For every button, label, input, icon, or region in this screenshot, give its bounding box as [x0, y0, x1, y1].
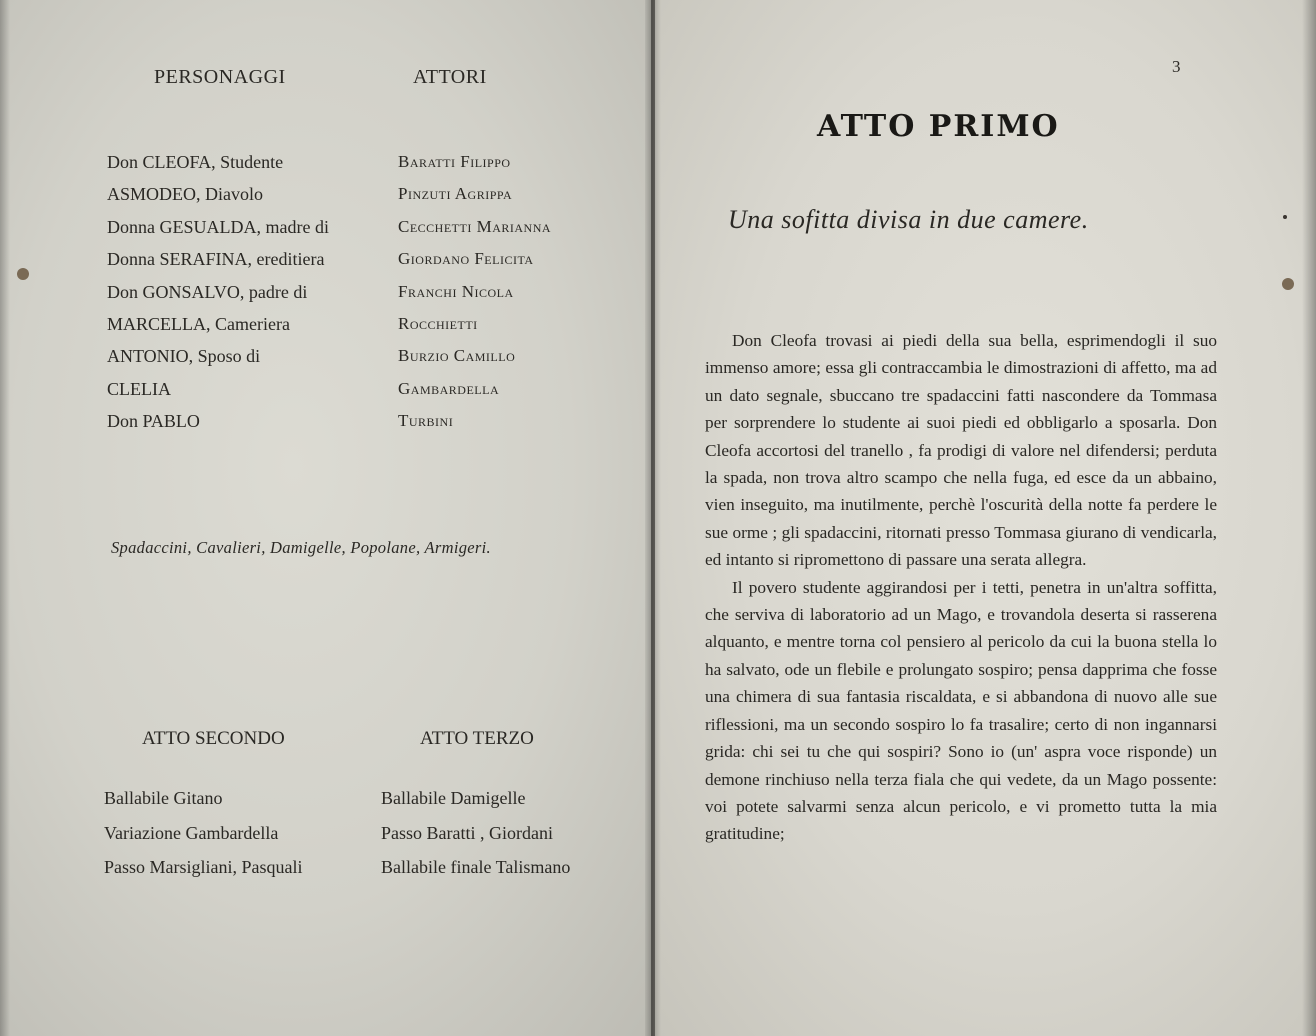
actor-name: Pinzuti Agrippa — [398, 184, 513, 204]
page-edge-shadow — [0, 0, 10, 1036]
page-edge-shadow — [1302, 0, 1316, 1036]
extras-line: Spadaccini, Cavalieri, Damigelle, Popolane, Armigeri. — [111, 538, 491, 557]
dance-item: Ballabile Damigelle — [381, 788, 526, 808]
actor-name: Burzio Camillo — [398, 346, 516, 366]
act-two-heading: ATTO SECONDO — [142, 728, 285, 749]
left-page — [0, 0, 651, 1036]
actor-name: Franchi Nicola — [398, 281, 514, 301]
dance-item: Passo Marsigliani, Pasquali — [104, 857, 303, 877]
dance-item: Variazione Gambardella — [104, 822, 279, 843]
actor-name: Gambardella — [398, 378, 500, 398]
character-name: ANTONIO, Sposo di — [107, 346, 261, 367]
dance-item: Ballabile Gitano — [104, 788, 223, 808]
character-name: Don CLEOFA, Studente — [107, 152, 284, 172]
page-title: ATTO PRIMO — [817, 109, 1060, 144]
characters-header: PERSONAGGI — [154, 66, 286, 88]
dance-item: Ballabile finale Talismano — [381, 857, 571, 877]
character-name: CLELIA — [107, 378, 171, 399]
dance-item: Passo Baratti , Giordani — [381, 822, 553, 843]
act-two-dance-list — [104, 781, 303, 885]
synopsis-paragraph: Don Cleofa trovasi ai piedi della sua bella, esprimendogli il suo immenso amore; essa gli contraccambia le dimostrazioni di affetto, ma ad un dato segnale, sbuccano tre spadaccini fatti nascondere da Tommasa per sorprendere lo studente ai suoi piedi ed obbligarlo a sposarla. Don Cleofa accortosi del tranello , fa prodigi di valore nel difendersi; perduta la spada, non trova altro scampo che nella fuga, ed esce da un abbaino, vien inseguito, ma inutilmente, perchè l'oscurità della notte fa perdere le sue orme ; gli spadaccini, ritornati presso Tommasa giurano di vendicarla, ed intanto si ripromettono di passare una serata allegra. — [705, 331, 1217, 570]
character-name: Don GONSALVO, padre di — [107, 281, 308, 302]
actor-name: Rocchietti — [398, 314, 478, 334]
character-name: MARCELLA, Cameriera — [107, 314, 290, 335]
ink-spot — [1282, 278, 1294, 290]
act-three-heading: ATTO TERZO — [420, 728, 534, 749]
book-gutter — [645, 0, 661, 1036]
character-name: Donna GESUALDA, madre di — [107, 216, 329, 237]
synopsis-text — [705, 327, 1217, 848]
character-list — [107, 146, 329, 438]
ink-spot — [1283, 215, 1287, 219]
synopsis-paragraph: Il povero studente aggirandosi per i tetti, penetra in un'altra soffitta, che serviva di laboratorio ad un Mago, e trovandola deserta si rasserena alquanto, e mentre torna col pensiero al pericolo da cui la buona stella lo ha salvato, ode un flebile e prolungato sospiro; pensa dapprima che fosse una chimera di sua fantasia riscaldata, e si abbandona di nuovo alle sue riflessioni, ma un secondo sospiro lo fa trasalire; certo di non ingannarsi grida: chi sei tu che qui sospiri? Sono io (un' aspra voce risponde) un demone rinchiuso nella terza fiala che qui vedete, da un Mago possente: voi potete salvarmi senza alcun pericolo, e vi prometto tutta la mia gratitudine; — [705, 577, 1217, 844]
character-name: ASMODEO, Diavolo — [107, 184, 263, 205]
actor-name: Cecchetti Marianna — [398, 216, 552, 236]
actor-list — [398, 146, 551, 438]
actor-name: Giordano Felicita — [398, 249, 534, 269]
actor-name: Baratti Filippo — [398, 152, 511, 171]
character-name: Donna SERAFINA, ereditiera — [107, 249, 325, 270]
act-three-dance-list — [381, 781, 570, 885]
scene-subtitle: Una sofitta divisa in due camere. — [728, 205, 1089, 234]
actors-header: ATTORI — [413, 66, 487, 88]
ink-spot — [17, 268, 29, 280]
character-name: Don PABLO — [107, 411, 200, 432]
page-number: 3 — [1172, 57, 1181, 76]
actor-name: Turbini — [398, 411, 454, 431]
